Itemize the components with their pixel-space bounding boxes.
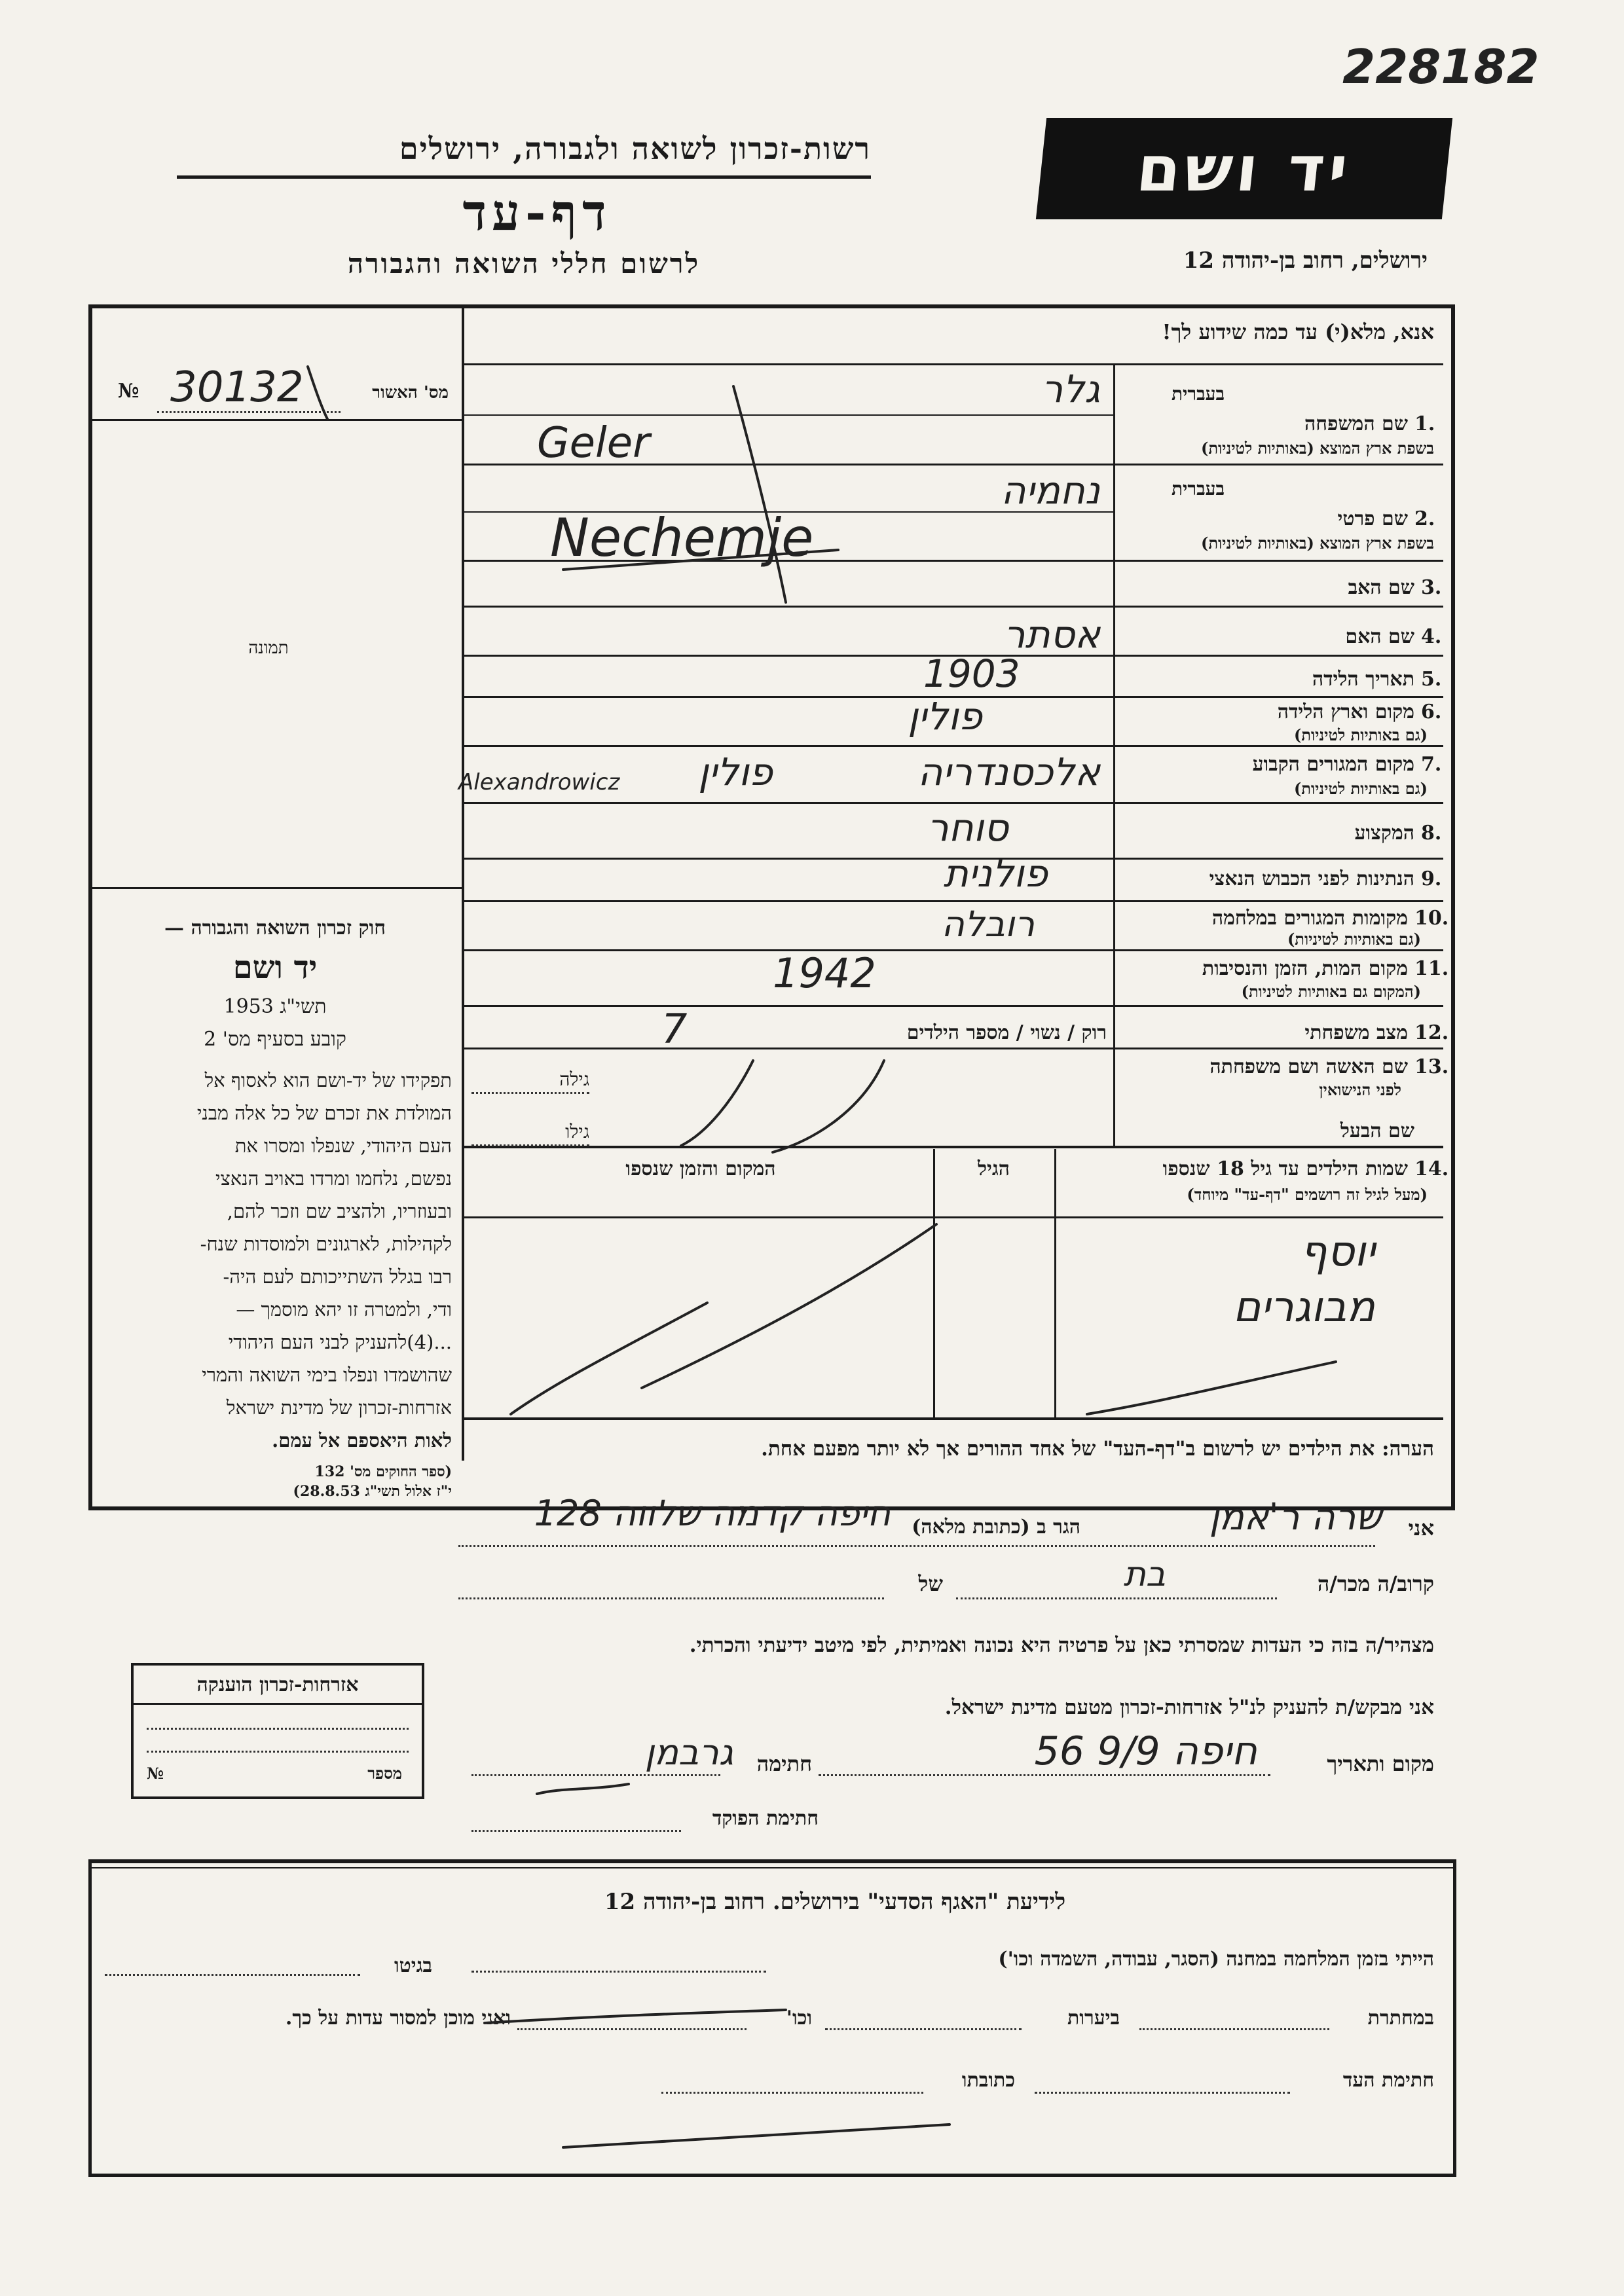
law-body-line: המולדת את זכרם של כל אלה מבני — [196, 1102, 452, 1124]
citizenship-number-label: מספר — [367, 1764, 402, 1783]
logo-text: יד ושם — [1133, 132, 1356, 206]
field-1-hebrew-tag: בעברית — [1171, 383, 1225, 405]
law-body-line: רבו בגלל השתייכותם לעם היה- — [223, 1266, 452, 1288]
law-body-line: שהושמדו ונפלו בימי השואה והמרי — [202, 1364, 452, 1386]
note-text: הערה: את הילדים יש לרשום ב"דף-העד" של אחד ההורים אך לא יותר מפעם אחת. — [761, 1437, 1434, 1461]
field-2-hebrew-tag: בעברית — [1171, 478, 1225, 500]
citizenship-title: אזרחות-זכרון הוענקה — [134, 1666, 422, 1705]
marital-options: רוק / נשוי / מספר הילדים — [906, 1021, 1107, 1044]
field-10-num: 10. — [1414, 907, 1449, 930]
law-footnote-1: (ספר החוקים מס' 132 — [314, 1463, 452, 1480]
hw-child-1: יוסף — [1300, 1228, 1375, 1276]
field-8-num: 8. — [1421, 822, 1442, 845]
law-body-line: לאות היאספם אל עמם. — [272, 1429, 452, 1451]
children-age-header: הגיל — [977, 1157, 1010, 1180]
field-5-label: תאריך הלידה — [1312, 668, 1414, 691]
bottom-etc: וכו' — [786, 2007, 812, 2030]
law-body-line: לקהילות, לארגונים ולמוסדות שנח- — [200, 1233, 452, 1255]
law-name: יד ושם — [232, 949, 318, 986]
declaration-officer: חתימת הפוקד — [712, 1807, 819, 1830]
field-4-num: 4. — [1421, 625, 1442, 648]
hw-birth-place: פולין — [908, 694, 982, 738]
hw-residence-country: פולין — [698, 750, 773, 794]
husband-label: שם הבעל — [1340, 1120, 1414, 1142]
field-7-sub: (גם באותיות לטיניות) — [1293, 779, 1428, 798]
age-label-wife: גילה — [559, 1068, 589, 1090]
law-heading: חוק זכרון השואה והגבורה — — [164, 917, 386, 939]
field-6-num: 6. — [1421, 701, 1442, 723]
form-subtitle: לרשום חללי השואה והגבורה — [347, 247, 701, 280]
bottom-ghetto: בגיטו — [394, 1954, 432, 1977]
stroke-marital-1 — [681, 1061, 753, 1146]
citizenship-number-prefix: № — [147, 1764, 164, 1783]
field-7-label: מקום המגורים הקבוע — [1252, 753, 1414, 776]
field-12-num: 12. — [1414, 1021, 1449, 1044]
children-sub: (מעל לגיל זה רושמים "דף-עד" מיוחד) — [1187, 1185, 1428, 1204]
declaration-residing: הגר ב (כתובת מלאה) — [912, 1516, 1080, 1539]
hw-declarant: שרה ר'אמן — [1209, 1496, 1382, 1539]
stroke-children-2 — [511, 1303, 707, 1414]
hw-profession: סוחר — [927, 805, 1008, 850]
field-2-num: 2. — [1414, 507, 1435, 530]
law-clause: קובע בסעיף מס' 2 — [204, 1028, 346, 1051]
archive-number: 228182 — [1342, 39, 1540, 94]
declaration-of: של — [918, 1571, 943, 1596]
bottom-forests: ביערות — [1067, 2007, 1120, 2030]
stroke-strike-1 — [733, 386, 786, 602]
field-1-num: 1. — [1414, 412, 1435, 435]
children-place-header: המקום והזמן שנספו — [625, 1157, 776, 1180]
photo-label: תמונה — [248, 638, 289, 658]
bottom-underground: במחתרת — [1367, 2007, 1434, 2030]
hw-wartime-place: רובלה — [941, 903, 1035, 945]
bottom-ready: ואני מוכן למסור עדות על כך. — [285, 2007, 511, 2030]
hw-signature: גרבמן — [644, 1732, 733, 1773]
field-3-label: שם האב — [1348, 576, 1414, 599]
header-address: ירושלים, רחוב בן-יהודה 12 — [1183, 247, 1428, 274]
field-10-label: מקומות המגורים במלחמה — [1211, 907, 1408, 930]
field-1-sub: בשפת ארץ המוצא (באותיות לטיניות) — [1201, 439, 1434, 458]
stroke-signature-reg — [308, 367, 327, 419]
stroke-children-1 — [642, 1224, 936, 1388]
field-13-label: שם האשה ושם משפחתה — [1209, 1055, 1408, 1078]
hw-date-place: חיפה 9/9 56 — [1034, 1728, 1257, 1774]
field-11-label: מקום המות, הזמן והנסיבות — [1202, 957, 1408, 980]
declaration-relative: קרוב/ה מכר/ה — [1317, 1571, 1434, 1596]
hw-relation: בת — [1123, 1555, 1166, 1594]
bottom-heading: לידיעת "האגף הסדעי" בירושלים. רחוב בן-יהודה 12 — [604, 1889, 1066, 1915]
hw-children-count: 7 — [661, 1005, 688, 1053]
field-6-sub: (גם באותיות לטיניות) — [1293, 725, 1428, 744]
law-body-line: ובעוזריו, ולהציב שם וזכר להם, — [227, 1200, 452, 1222]
form-title: דף-עד — [462, 183, 612, 242]
bottom-camp: הייתי בזמן המלחמה במחנה (הסגר, עבודה, השמדה וכו') — [998, 1948, 1434, 1971]
field-13-num: 13. — [1414, 1055, 1449, 1078]
stroke-children-3 — [1087, 1362, 1336, 1414]
hw-declarant-address: חיפה קדמה שלווה 128 — [534, 1493, 891, 1534]
stroke-sig — [537, 1784, 629, 1794]
hw-surname-he: גלר — [1041, 367, 1100, 411]
hw-residence-he: אלכסנדריה — [917, 750, 1100, 794]
law-body-line: העם היהודי, שנפלו ומסרו את — [234, 1135, 452, 1157]
hw-given-he: נחמיה — [1001, 468, 1100, 513]
instruction: אנא, מלא(י) עד כמה שידוע לך! — [1162, 319, 1434, 344]
hw-given-latin: Nechemje — [550, 507, 814, 568]
law-footnote-2: י"ז אלול תשי"ג 28.8.53) — [293, 1483, 452, 1500]
hw-birth-date: 1903 — [923, 651, 1020, 696]
field-5-num: 5. — [1421, 668, 1442, 691]
children-label: שמות הילדים עד גיל 18 שנספו — [1162, 1157, 1408, 1180]
law-body-line: ...(4)להעניק לבני העם היהודי — [228, 1331, 452, 1353]
declaration-statement: מצהיר/ה בזה כי העדות שמסרתי כאן על פרטיה היא נכונה ואמיתית, לפי מיטב ידיעתי והכרתי. — [689, 1633, 1434, 1657]
field-9-num: 9. — [1421, 867, 1442, 890]
field-10-sub: (גם באותיות לטיניות) — [1287, 930, 1421, 949]
field-9-label: הנתינות לפני הכבוש הנאצי — [1209, 867, 1414, 890]
registration-label: מס' האשור — [372, 383, 449, 403]
bottom-witness-sig: חתימת העד — [1342, 2069, 1434, 2092]
stroke-bottom-sig — [485, 2010, 786, 2023]
field-6-label: מקום וארץ הלידה — [1277, 701, 1414, 723]
registration-number: 30132 — [170, 363, 304, 412]
field-12-label: מצב משפחתי — [1304, 1021, 1408, 1044]
children-num: 14. — [1414, 1157, 1449, 1180]
authority-title: רשות-זכרון לשואה ולגבורה, ירושלים — [399, 131, 871, 166]
stroke-marital-2 — [773, 1061, 884, 1152]
stroke-witness — [563, 2124, 950, 2147]
field-4-label: שם האם — [1345, 625, 1414, 648]
declaration-place-date: מקום ותאריך — [1327, 1751, 1434, 1776]
field-2-sub: בשפת ארץ המוצא (באותיות לטיניות) — [1201, 534, 1434, 553]
field-1-label: שם המשפחה — [1304, 412, 1408, 435]
declaration-signature: חתימה — [756, 1751, 812, 1776]
hw-residence-latin: Alexandrowicz — [458, 769, 620, 795]
hw-mother: אסתר — [1003, 612, 1100, 657]
age-label-husband: גילו — [565, 1121, 589, 1142]
law-body-line: נפשם, נלחמו ומרדו באויב הנאצי — [215, 1167, 452, 1190]
hw-child-2: מבוגרים — [1232, 1283, 1375, 1332]
hw-death-year: 1942 — [773, 949, 876, 997]
hw-surname-latin: Geler — [537, 419, 650, 467]
declaration-request: אני מבקש/ת להעניק לנ"ל אזרחות-זכרון מטעם מדינת ישראל. — [944, 1696, 1434, 1719]
field-11-sub: (המקום גם באותיות לטיניות) — [1241, 982, 1421, 1001]
law-body-line: אזרחות-זכרון של מדינת ישראל — [226, 1396, 452, 1419]
field-7-num: 7. — [1421, 753, 1442, 776]
field-8-label: המקצוע — [1354, 822, 1414, 845]
field-2-label: שם פרטי — [1337, 507, 1408, 530]
law-year: תשי"ג 1953 — [223, 995, 327, 1018]
field-13-sub: לפני הנישואין — [1319, 1080, 1401, 1099]
law-body-line: תפקידו של יד-ושם הוא לאסוף אל — [204, 1069, 452, 1091]
registration-number-prefix: № — [118, 380, 139, 403]
field-3-num: 3. — [1421, 576, 1442, 599]
field-11-num: 11. — [1414, 957, 1449, 980]
law-body-line: ודי, ולמטרה זו יהא מוסמך — — [236, 1298, 452, 1321]
declaration-i: אני — [1408, 1516, 1434, 1540]
hw-nationality: פולנית — [943, 851, 1048, 896]
stroke-name-underline — [563, 550, 838, 570]
bottom-address: כתובתו — [961, 2069, 1015, 2092]
